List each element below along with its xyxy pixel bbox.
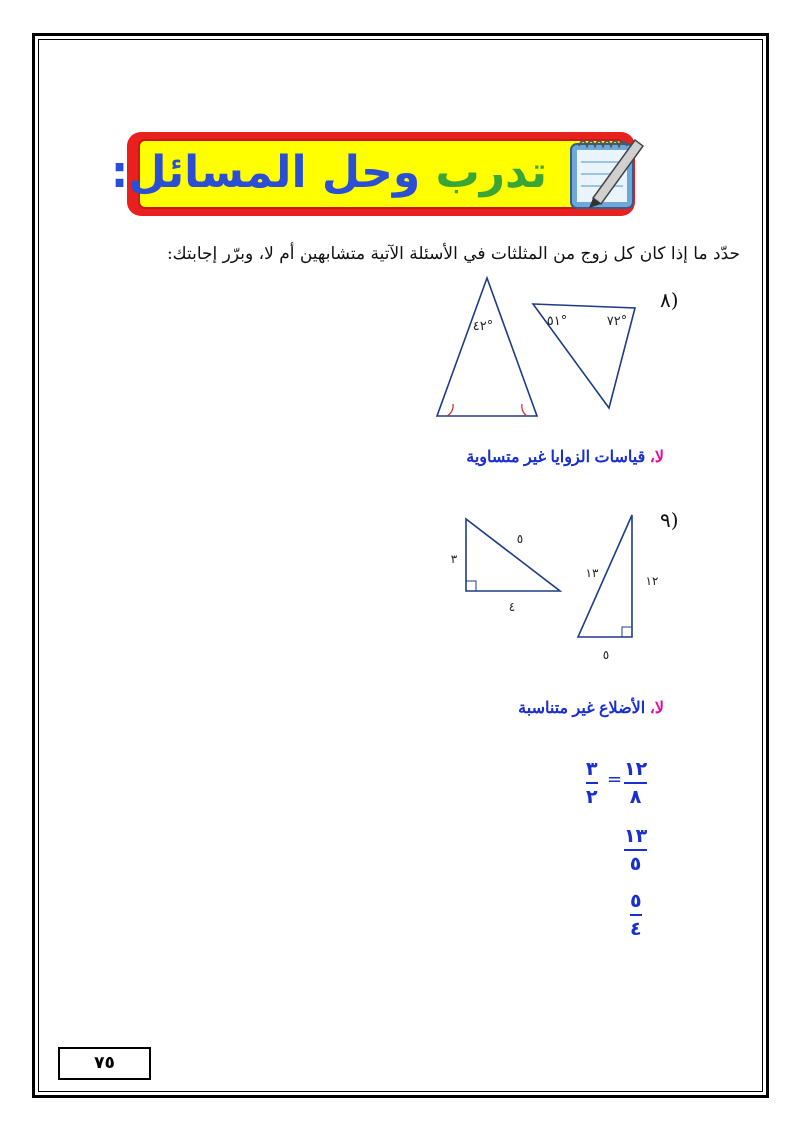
section-banner <box>110 128 645 220</box>
fraction-5-over-4 <box>630 890 642 940</box>
fraction-numerator: ٣ <box>586 758 598 780</box>
angle-label-72: ٧٢° <box>606 314 628 329</box>
question-9-answer <box>518 698 664 718</box>
notepad-pencil-icon <box>563 128 653 220</box>
fraction-numerator: ١٣ <box>624 825 648 847</box>
answer-reason-9: الأضلاع غير متناسبة <box>518 700 646 717</box>
question-9-figure <box>440 505 670 665</box>
question-8-answer <box>466 447 664 467</box>
fraction-12-over-8 <box>624 758 647 808</box>
angle-label-51: ٥١° <box>546 314 568 329</box>
side-label-5b: ٥ <box>602 648 610 662</box>
banner-title-blue: وحل المسائل: <box>110 147 421 198</box>
side-label-12: ١٢ <box>645 574 659 588</box>
fraction-13-over-5 <box>624 825 647 875</box>
side-label-3: ٣ <box>450 552 458 566</box>
instruction-text: حدّد ما إذا كان كل زوج من المثلثات في الأسئلة الآتية متشابهين أم لا، وبرّر إجابتك: <box>166 244 740 264</box>
fraction-denominator: ٤ <box>630 918 642 940</box>
fraction-numerator: ١٢ <box>624 758 648 780</box>
side-label-13: ١٣ <box>585 566 599 580</box>
answer-no-9: لا، <box>649 700 664 717</box>
angle-label-42: ٤٢° <box>472 319 494 334</box>
equals-sign: = <box>607 769 623 790</box>
page-number: ٧٥ <box>58 1047 151 1080</box>
fraction-3-over-2 <box>586 758 598 808</box>
question-8-figure <box>425 270 655 430</box>
fraction-denominator: ٨ <box>629 786 642 808</box>
side-label-5a: ٥ <box>516 532 524 546</box>
fraction-denominator: ٢ <box>586 786 598 808</box>
question-8-number: (٨ <box>660 288 679 312</box>
banner-title <box>110 142 547 204</box>
side-label-4: ٤ <box>508 600 516 614</box>
answer-reason-8: قياسات الزوايا غير متساوية <box>466 449 646 466</box>
fraction-numerator: ٥ <box>630 890 642 912</box>
banner-title-green: تدرب <box>435 147 547 198</box>
fraction-denominator: ٥ <box>629 853 642 875</box>
answer-no-8: لا، <box>649 449 664 466</box>
question-9-number: (٩ <box>660 508 679 532</box>
